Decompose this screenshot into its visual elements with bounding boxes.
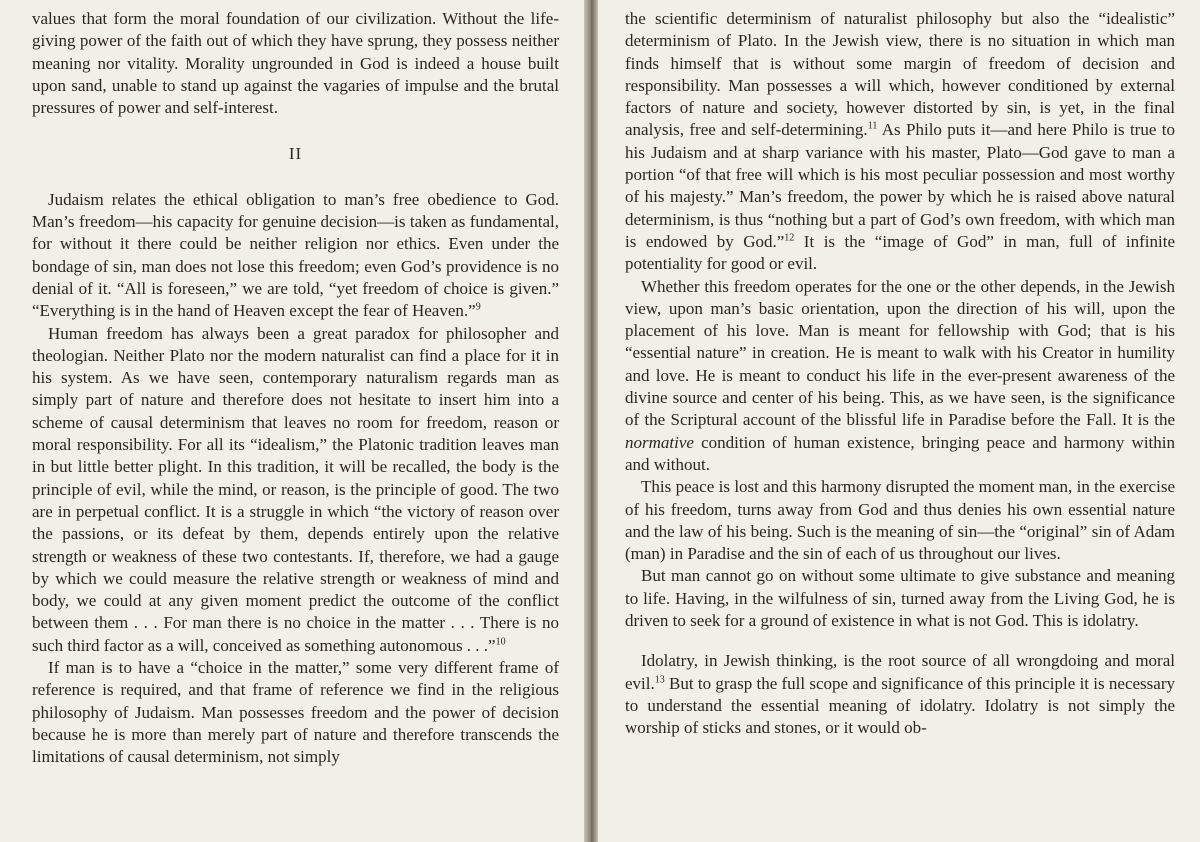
footnote-ref-13: 13 — [654, 673, 665, 685]
book-gutter — [584, 0, 598, 842]
right-paragraph-3: This peace is lost and this harmony disrupted the moment man, in the exercise of his freedom, turns away from God and thus denies his own essential nature and the law of his being. Such is the meaning of sin—the “original” sin of Adam (man) in Paradise and the sin of each of us throughout our lives. — [625, 477, 1175, 564]
right-paragraph-5: Idolatry, in Jewish thinking, is the root source of all wrongdoing and moral evil.$^{13}$ But to grasp the full scope and significance of this principle it is necessary to understand the essential meaning of idolatry. Idolatry is not simply the worship of sticks and stones, or it would ob- — [625, 651, 1175, 738]
right-page — [589, 0, 1200, 842]
footnote-ref-10: 10 — [495, 636, 506, 648]
left-page — [0, 0, 589, 842]
left-paragraph-4: If man is to have a “choice in the matter,” some very different frame of reference is required, and that frame of reference we find in the religious philosophy of Judaism. Man possesses freedom and the power of decision because he is more than merely part of nature and therefore transcends the limitations of causal determinism, not simply — [32, 658, 559, 767]
footnote-ref-11: 11 — [867, 120, 878, 132]
footnote-ref-12: 12 — [784, 232, 795, 244]
right-paragraph-1: the scientific determinism of naturalist philosophy but also the “idealistic” determinism of Plato. In the Jewish view, there is no situation in which man finds himself that is without some margin of freedom of decision and responsibility. Man possesses a will which, however conditioned by external factors of nature and society, however distorted by sin, is yet, in the final analysis, free and self-determining.$^{11}$ As Philo puts it—and here Philo is true to his Judaism and at sharp variance with his master, Plato—God gave to man a portion “of that free will which is his most peculiar possession and most worthy of his majesty.” Man’s freedom, the power by which he is raised above natural determinism, is thus “nothing but a part of God’s own freedom, with which man is endowed by God.”$^{12}$ It is the “image of God” in man, full of infinite potentiality for good or evil. — [625, 9, 1176, 274]
emphasis-normative: normative — [625, 432, 694, 452]
left-paragraph-2: Judaism relates the ethical obligation to man’s free obedience to God. Man’s freedom—his capacity for genuine decision—is taken as fundamental, for without it there could be neither religion nor ethics. Even under the bondage of sin, man does not lose this freedom; even God’s providence is no denial of it. “All is foreseen,” we are told, “yet freedom of choice is given.” “Everything is in the hand of Heaven except the fear of Heaven.”$^9$ — [32, 189, 559, 321]
footnote-ref-9: 9 — [475, 301, 481, 313]
left-paragraph-3: Human freedom has always been a great paradox for philosopher and theologian. Neither Plato nor the modern naturalist can find a place for it in his system. As we have seen, contemporary naturalism regards man as simply part of nature and therefore does not hesitate to insert him into a scheme of causal determinism that leaves no room for freedom, reason or moral responsibility. For all its “idealism,” the Platonic tradition leaves man in but little better plight. In this tradition, it will be recalled, the body is the principle of evil, while the mind, or reason, is the principle of good. The two are in perpetual conflict. It is a struggle in which “the victory of reason over the passions, or its defeat by them, depends entirely upon the relative strength or weakness of these two contestants. If, therefore, we had a gauge by which we could measure the relative strength or weakness of mind and body, we could at any given moment predict the outcome of the conflict between them . . . For man there is no choice in the matter . . . There is no such third factor as a will, conceived as something autonomous . . .”$^{10}$ — [32, 323, 559, 655]
right-paragraph-2: Whether this freedom operates for the one or the other depends, in the Jewish view, upon man’s basic orientation, upon the direction of his will, upon the placement of his love. Man is meant for fellowship with God; that is his “essential nature” in creation. He is meant to walk with his Creator in humility and love. He is meant to conduct his life in the ever-present awareness of the divine source and center of his being. This, as we have seen, is the significance of the Scriptural account of the blissful life in Paradise before the Fall. It is the normative condition of human existence, bringing peace and harmony within and without. — [625, 276, 1175, 474]
section-heading: II — [288, 144, 303, 164]
left-paragraph-1: values that form the moral foundation of our civilization. Without the life-giving power of the faith out of which they have sprung, they possess neither meaning nor vitality. Morality ungrounded in God is indeed a house built upon sand, unable to stand up against the vagaries of impulse and the brutal pressures of power and self-interest. — [32, 9, 559, 118]
right-paragraph-4: But man cannot go on without some ultimate to give substance and meaning to life. Having, in the wilfulness of sin, turned away from the Living God, he is driven to seek for a ground of existence in what is not God. This is idolatry. — [625, 566, 1175, 631]
